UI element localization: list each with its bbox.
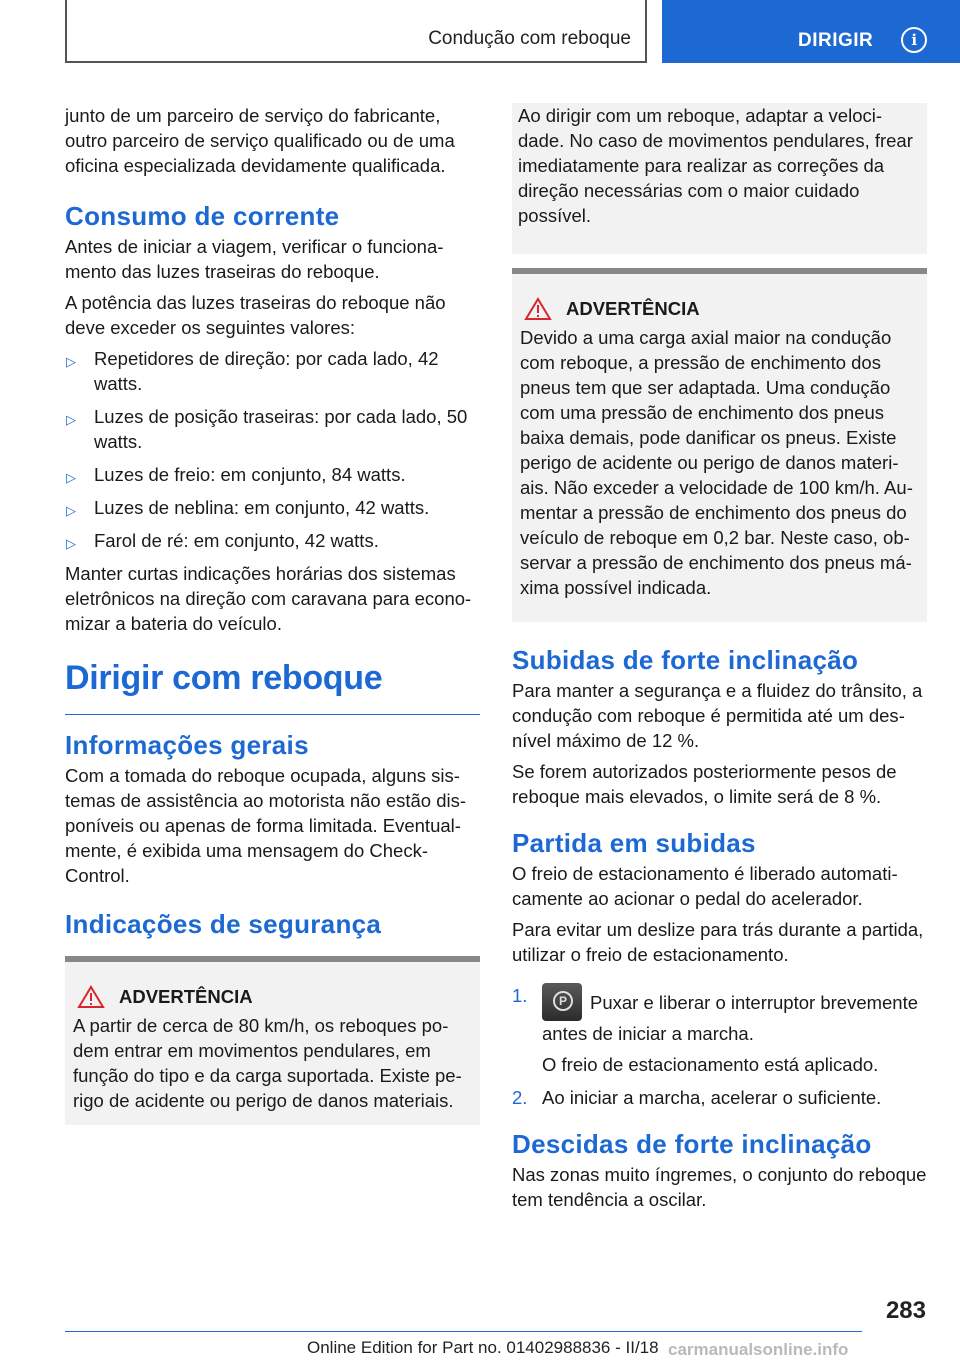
page-number: 283 — [885, 1297, 926, 1324]
warning-triangle-icon — [524, 297, 552, 321]
paragraph: O freio de estacionamento é liberado automaticamente ao acionar o pedal do acelerador. — [512, 863, 898, 909]
step-number: 2. — [512, 1087, 528, 1108]
heading-subidas: Subidas de forte inclinação — [512, 645, 859, 675]
paragraph: Com a tomada do reboque ocupada, alguns sistemas de assistência ao motorista não estão disponíveis ou apenas de forma limitada. Eventualmente, é exibida uma mensagem do Check-Control. — [65, 765, 467, 886]
paragraph: Manter curtas indicações horárias dos sistemas eletrônicos na direção com caravana para economizar a bateria do veículo. — [65, 563, 472, 634]
list-item: ▷ Luzes de freio: em conjunto, 84 watts. — [65, 462, 480, 487]
paragraph: Para manter a segurança e a fluidez do trânsito, a condução com reboque é permitida até um desnível máximo de 12 %. — [512, 680, 923, 751]
edition-text: Online Edition for Part no. 01402988836 - II/18 — [307, 1338, 659, 1357]
note-text: Ao dirigir com um reboque, adaptar a velocidade. No caso de movimentos pendulares, frear imediatamente para realizar as correções da direção necessárias com o maior cuidado possível. — [518, 105, 913, 226]
heading-informacoes: Informações gerais — [65, 730, 309, 760]
bullet-list — [65, 346, 480, 553]
step-result: O freio de estacionamento está aplicado. — [542, 1054, 879, 1075]
chapter-title: Condução com reboque — [428, 28, 631, 49]
parking-brake-icon — [542, 983, 582, 1021]
warning-box — [512, 268, 927, 622]
warning-box — [65, 956, 480, 1125]
header-section-tab[interactable] — [662, 0, 960, 63]
right-column — [512, 103, 927, 1218]
triangle-bullet-icon: ▷ — [66, 470, 76, 485]
heading-partida: Partida em subidas — [512, 828, 756, 858]
warning-title: ADVERTÊNCIA — [520, 296, 921, 321]
chapter-heading: Dirigir com reboque — [65, 658, 480, 715]
paragraph: A potência das luzes traseiras do reboque não deve exceder os seguintes valores: — [65, 292, 446, 338]
heading-descidas: Descidas de forte inclinação — [512, 1129, 872, 1159]
heading-consumo: Consumo de corrente — [65, 201, 340, 231]
heading-seguranca: Indicações de segurança — [65, 909, 382, 939]
list-item: ▷ Repetidores de direção: por cada lado, 42 watts. — [66, 348, 439, 394]
paragraph: Nas zonas muito íngremes, o conjunto do reboque tem tendência a oscilar. — [512, 1164, 927, 1210]
footer-divider — [65, 1331, 862, 1332]
triangle-bullet-icon: ▷ — [66, 503, 76, 518]
intro-paragraph: junto de um parceiro de serviço do fabricante, outro parceiro de serviço qualificado ou de uma oficina especializada devidamente qualificada. — [65, 105, 455, 176]
warning-text: A partir de cerca de 80 km/h, os reboques podem entrar em movimentos pendulares, em função do tipo e da carga suportada. Existe perigo de acidente ou perigo de danos materiais. — [73, 1015, 462, 1111]
warning-title: ADVERTÊNCIA — [73, 984, 474, 1009]
info-icon[interactable]: i — [901, 27, 927, 53]
triangle-bullet-icon: ▷ — [66, 412, 76, 427]
watermark: carmanualsonline.info — [668, 1340, 849, 1359]
list-item: 1. P Puxar e liberar o interruptor brevemente antes de iniciar a marcha. O freio de estacionamento está aplicado. — [512, 983, 927, 1077]
list-item: ▷ Luzes de neblina: em conjunto, 42 watts. — [65, 495, 480, 520]
note-box — [512, 103, 927, 254]
triangle-bullet-icon: ▷ — [66, 354, 76, 369]
triangle-bullet-icon: ▷ — [66, 536, 76, 551]
steps-list — [512, 983, 927, 1110]
step-number: 1. — [512, 985, 528, 1006]
list-item: 2. Ao iniciar a marcha, acelerar o suficiente. — [512, 1087, 882, 1108]
paragraph: Se forem autorizados posteriormente pesos de reboque mais elevados, o limite será de 8 %. — [512, 761, 897, 807]
paragraph: Antes de iniciar a viagem, verificar o funcionamento das luzes traseiras do reboque. — [65, 236, 444, 282]
paragraph: Para evitar um deslize para trás durante a partida, utilizar o freio de estacionamento. — [512, 919, 924, 965]
list-item: ▷ Luzes de posição traseiras: por cada lado, 50 watts. — [66, 406, 468, 452]
header-chapter-box — [65, 0, 647, 63]
warning-triangle-icon — [77, 985, 105, 1009]
section-title: DIRIGIR — [798, 30, 874, 51]
warning-text: Devido a uma carga axial maior na condução com reboque, a pressão de enchimento dos pneus tem que ser adaptada. Uma condução com uma pressão de enchimento dos pneus baixa demais, pode danificar os pneus. Existe perigo de acidente ou perigo de danos materiais. Não exceder a velocidade de 100 km/h. Aumentar a pressão de enchimento dos pneus do veículo de reboque em 0,2 bar. Neste caso, observar a pressão de enchimento dos pneus máxima possível indicada. — [520, 327, 913, 598]
left-column — [65, 103, 480, 1125]
list-item: ▷ Farol de ré: em conjunto, 42 watts. — [65, 528, 480, 553]
